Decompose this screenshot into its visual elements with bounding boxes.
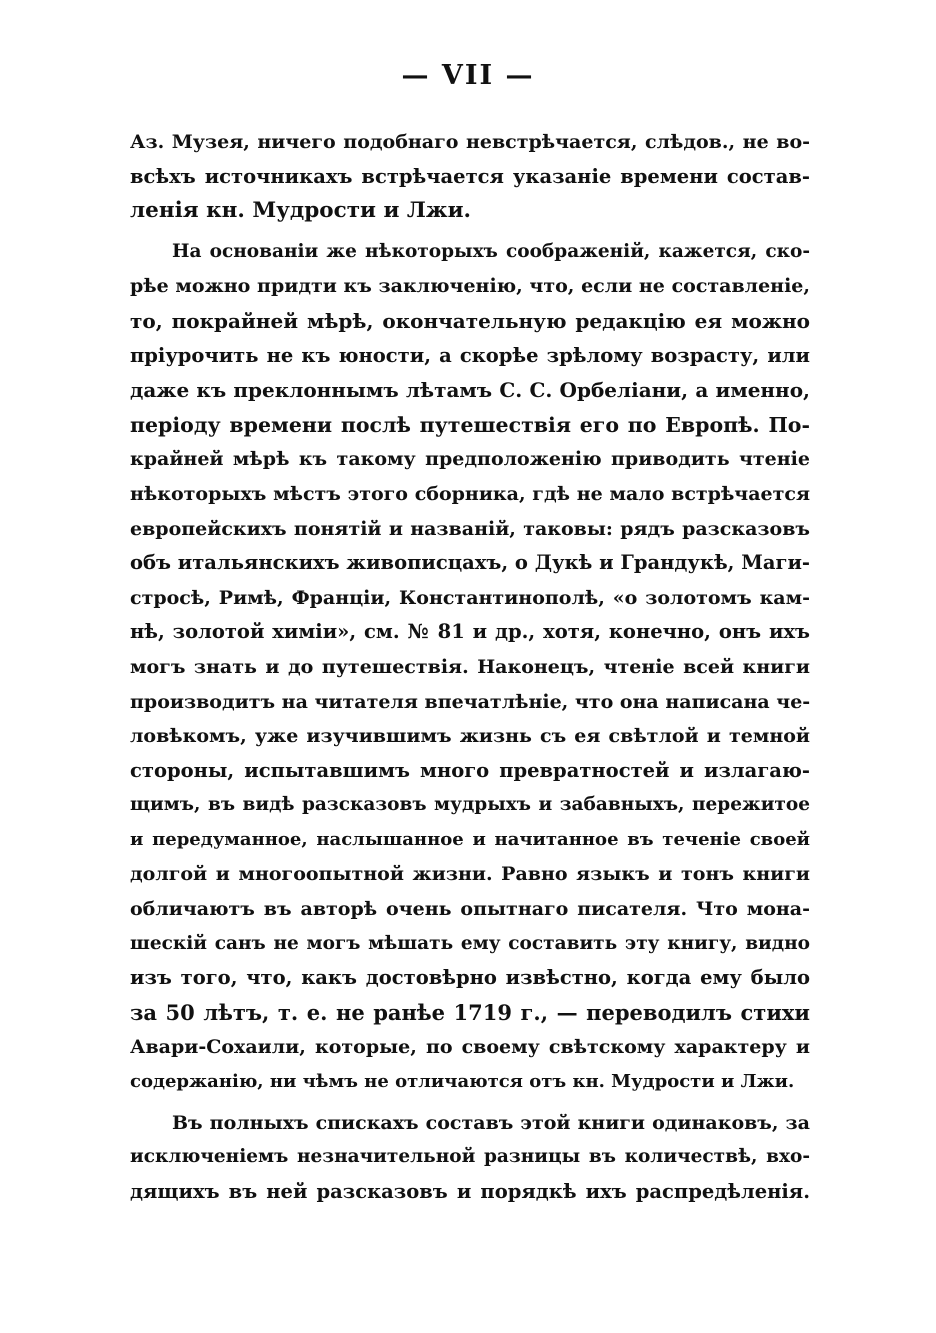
text-line: и передуманное, наслышанное и начитанное въ теченіе своей <box>130 828 810 850</box>
text-line: ловѣкомъ, уже изучившимъ жизнь съ ея свѣтлой и темной <box>130 725 810 748</box>
text-line: ленія кн. Мудрости и Лжи. <box>130 198 472 224</box>
text-line: производитъ на читателя впечатлѣніе, что она написана че- <box>130 690 810 713</box>
text-line: исключеніемъ незначительной разницы въ количествѣ, вхо- <box>130 1146 810 1168</box>
text-line: обличаютъ въ авторѣ очень опытнаго писателя. Что мона- <box>130 898 810 921</box>
text-line: рѣе можно придти къ заключенію, что, если не составленіе, <box>130 275 810 298</box>
text-line: за 50 лѣтъ, т. е. не ранѣе 1719 г., — переводилъ стихи <box>130 999 810 1025</box>
paragraph-2 <box>130 235 810 1100</box>
paragraph-3 <box>130 1106 810 1210</box>
text-line: дящихъ въ ней разсказовъ и порядкѣ ихъ распредѣленія. <box>130 1179 810 1203</box>
text-line: Въ полныхъ спискахъ составъ этой книги одинаковъ, за <box>172 1111 810 1134</box>
text-line: пріурочить не къ юности, а скорѣе зрѣлому возрасту, или <box>130 343 810 367</box>
text-line: даже къ преклоннымъ лѣтамъ С. С. Орбеліани, а именно, <box>130 378 810 403</box>
text-line: могъ знать и до путешествія. Наконецъ, чтеніе всей книги <box>130 655 810 678</box>
text-line: стросѣ, Римѣ, Франціи, Константинополѣ, «о золотомъ кам- <box>130 586 810 609</box>
paragraph-1 <box>130 125 810 229</box>
text-line: щимъ, въ видѣ разсказовъ мудрыхъ и забавныхъ, пережитое <box>130 794 810 816</box>
text-line: европейскихъ понятій и названій, таковы: рядъ разсказовъ <box>130 517 810 540</box>
text-line: Авари-Сохаили, которые, по своему свѣтскому характеру и <box>130 1036 810 1059</box>
text-line: объ итальянскихъ живописцахъ, о Дукѣ и Грандукѣ, Маги- <box>130 551 810 575</box>
text-body <box>130 125 810 1209</box>
text-line: стороны, испытавшимъ много превратностей и излагаю- <box>130 758 810 782</box>
text-line: нѣкоторыхъ мѣстъ этого сборника, гдѣ не мало встрѣчается <box>130 482 810 505</box>
page-number: — VII — <box>401 60 535 91</box>
text-line: изъ того, что, какъ достовѣрно извѣстно, когда ему было <box>130 966 810 990</box>
text-line: нѣ, золотой химіи», см. № 81 и др., хотя, конечно, онъ ихъ <box>130 620 810 644</box>
text-line: На основаніи же нѣкоторыхъ соображеній, кажется, ско- <box>172 240 810 262</box>
text-line: шескій санъ не могъ мѣшать ему составить эту книгу, видно <box>130 932 810 954</box>
text-line: содержанію, ни чѣмъ не отличаются отъ кн. Мудрости и Лжи. <box>130 1071 795 1093</box>
text-line: періоду времени послѣ путешествія его по Европѣ. По- <box>130 412 810 437</box>
text-line: то, покрайней мѣрѣ, окончательную редакцію ея можно <box>130 308 810 333</box>
text-line: крайней мѣрѣ къ такому предположенію приводить чтеніе <box>130 448 810 471</box>
text-line: всѣхъ источникахъ встрѣчается указаніе времени состав- <box>130 164 810 188</box>
text-line: Аз. Музея, ничего подобнаго невстрѣчается, слѣдов., не во- <box>130 131 810 153</box>
text-line: долгой и многоопытной жизни. Равно языкъ и тонъ книги <box>130 863 810 886</box>
